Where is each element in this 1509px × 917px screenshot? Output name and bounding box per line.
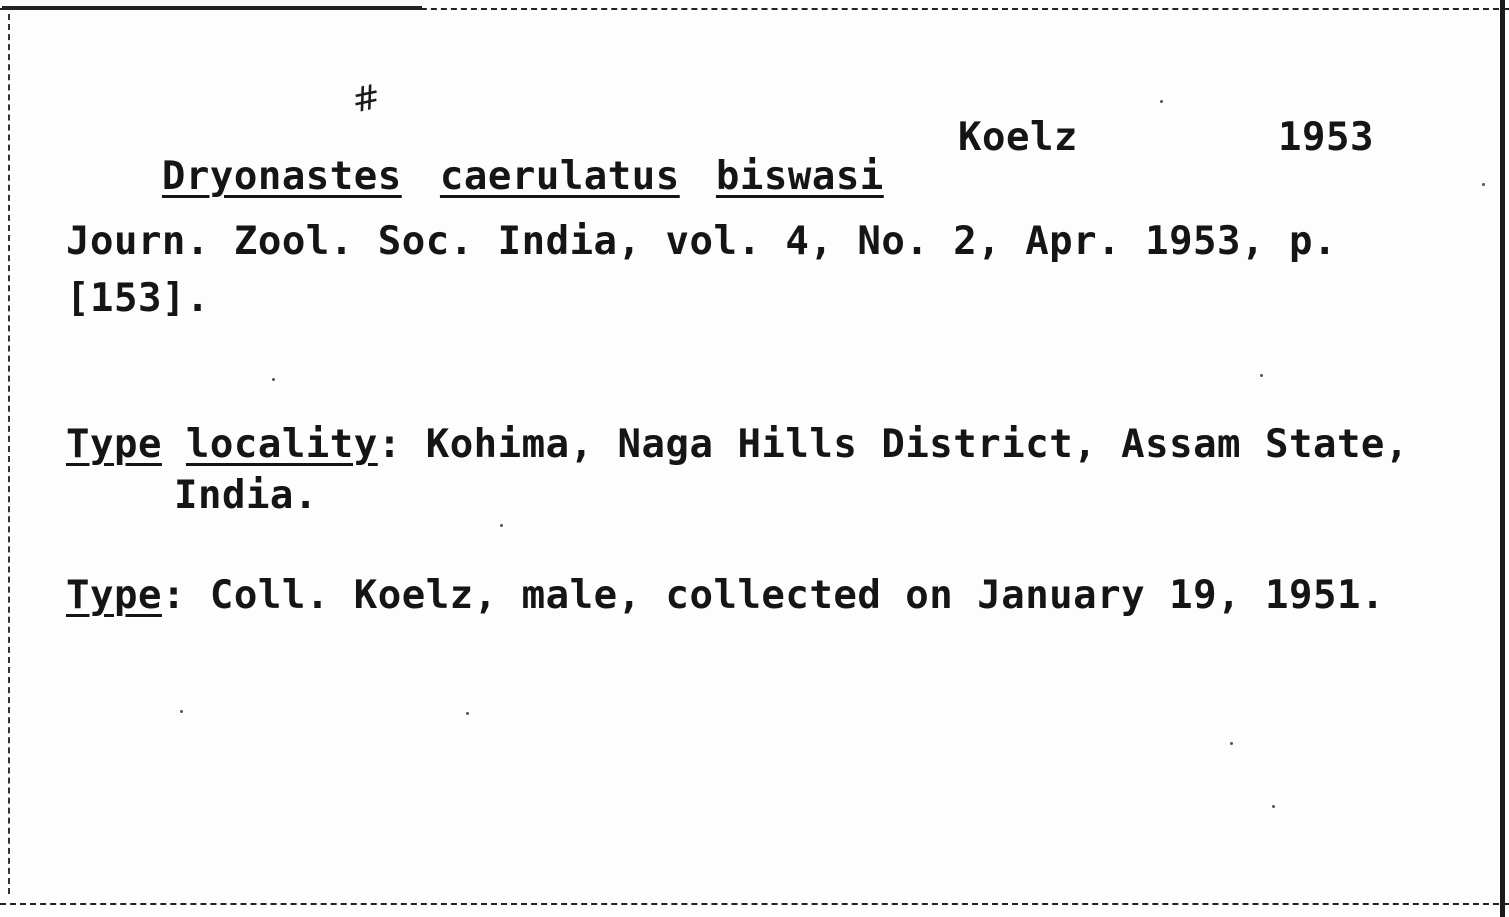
type-locality-label-1: Type: [66, 422, 162, 467]
type-locality-colon: :: [377, 422, 402, 467]
scan-speck: [466, 712, 469, 715]
subspecies-name-wrap: [620, 118, 884, 235]
scan-speck: [1260, 374, 1263, 377]
type-label: Type: [66, 573, 162, 618]
card-right-edge: [1500, 0, 1505, 917]
scan-speck: [500, 524, 503, 527]
author-name: Koelz: [958, 115, 1078, 160]
type-locality-text-1: Kohima, Naga Hills District, Assam State,: [401, 422, 1409, 467]
scan-speck: [1272, 805, 1275, 808]
card-bottom-edge: [0, 903, 1509, 905]
type-text: Coll. Koelz, male, collected on January 19, 1951.: [185, 573, 1385, 618]
card-left-edge: [8, 14, 10, 894]
publication-year: 1953: [1278, 115, 1374, 160]
scan-speck: [180, 710, 183, 713]
card-top-edge-solid: [2, 6, 422, 10]
type-line: [66, 573, 1385, 618]
handwritten-mark: #: [348, 76, 385, 122]
subspecies-name: biswasi: [715, 154, 884, 199]
reference-line-2: [153].: [66, 276, 210, 321]
type-locality-line-2: India.: [174, 473, 318, 518]
type-colon: :: [161, 573, 186, 618]
scan-speck: [1230, 742, 1233, 745]
scan-speck: [1482, 183, 1485, 186]
species-name: caerulatus: [439, 154, 680, 199]
type-locality-label-2: locality: [185, 422, 378, 467]
scan-speck: [1160, 100, 1163, 103]
scan-speck: [272, 378, 275, 381]
type-locality-line-1: [66, 422, 1409, 467]
reference-line-1: Journ. Zool. Soc. India, vol. 4, No. 2, Apr. 1953, p.: [66, 219, 1337, 264]
genus-name: Dryonastes: [161, 154, 402, 199]
